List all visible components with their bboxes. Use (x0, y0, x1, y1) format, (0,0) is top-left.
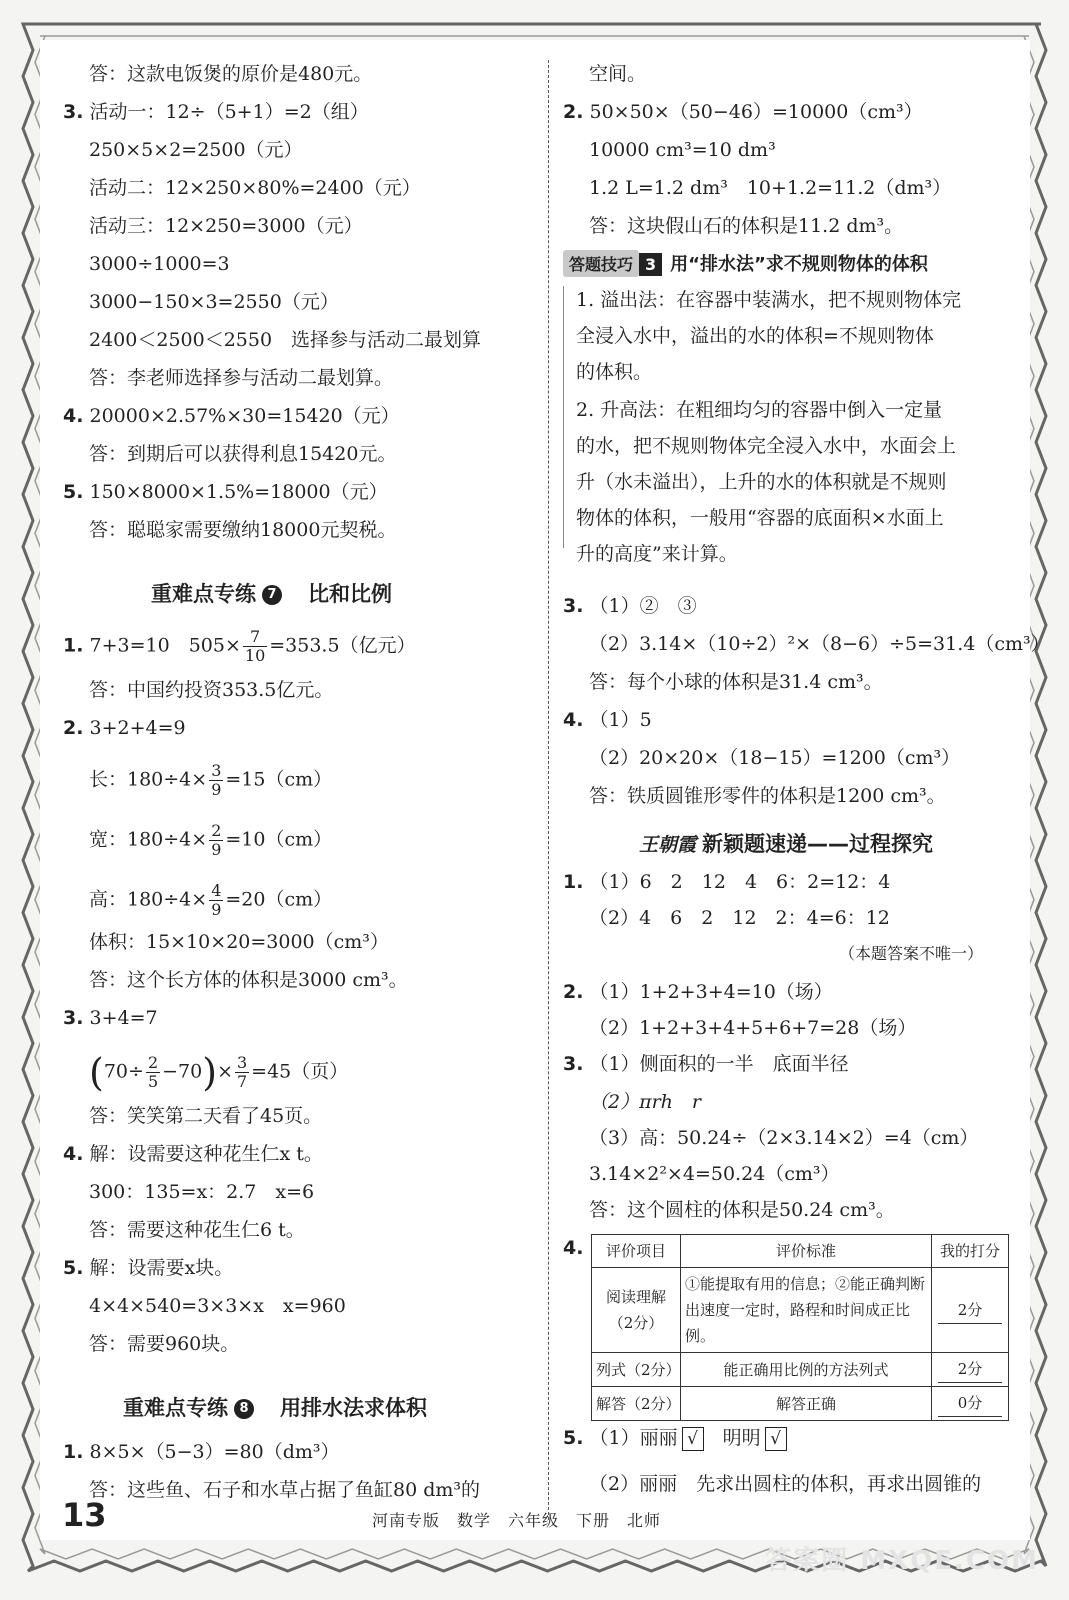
tip-box (563, 286, 1014, 565)
q-number: 2. (63, 717, 84, 739)
q3 (563, 594, 697, 618)
section-topic: 新颖题速递——过程探究 (702, 832, 934, 856)
header-cell: 评价标准 (681, 1235, 932, 1268)
score-cell (932, 1268, 1009, 1353)
section-number-badge: 7 (262, 585, 282, 605)
q3-answer: 答：李老师选择参与活动二最划算。 (89, 367, 394, 389)
answer-line: 答：这款电饭煲的原价是480元。 (89, 63, 373, 85)
result: =45（页） (251, 1060, 349, 1083)
continued-line: 空间。 (589, 63, 647, 85)
paren-open: ( (89, 1050, 104, 1095)
r1-answer: 答：这些鱼、石子和水草占据了鱼缸80 dm³的 (89, 1479, 481, 1501)
p1-answer: 答：中国约投资353.5亿元。 (89, 679, 334, 701)
expr: 长：180÷4× (89, 768, 208, 791)
p5-line: 4×4×540=3×3×x x=960 (89, 1295, 346, 1317)
p3-answer: 答：笑笑第二天看了45页。 (89, 1105, 323, 1127)
section-label: 重难点专练 (123, 1396, 228, 1420)
p5-answer: 答：需要960块。 (89, 1333, 240, 1355)
r1-text: 8×5×（5−3）=80（dm³） (89, 1441, 340, 1463)
score-cell (932, 1353, 1009, 1387)
watermark: 答案圈 MXQE.COM (765, 1546, 1039, 1576)
tip-line: 的水，把不规则物体完全浸入水中，水面会上 (576, 435, 957, 457)
q-number: 5. (63, 481, 84, 503)
q2-line-c: 1.2 L=1.2 dm³ 10+1.2=11.2（dm³） (589, 177, 952, 199)
numerator: 7 (243, 628, 267, 647)
note: （本题答案不唯一） (839, 944, 984, 963)
q-number: 4. (563, 709, 584, 731)
q-number: 1. (563, 871, 584, 893)
evaluation-table (591, 1234, 1009, 1421)
q4 (563, 708, 652, 732)
tip-line: 的体积。 (576, 361, 653, 383)
tip-line: 2. 升高法：在粗细均匀的容器中倒入一定量 (576, 399, 943, 421)
n5 (563, 1426, 787, 1451)
p2-answer: 答：这个长方体的体积是3000 cm³。 (89, 969, 408, 991)
table-row (592, 1353, 1009, 1387)
q-number: 5. (563, 1427, 584, 1449)
n3-line-a: （1）侧面积的一半 底面半径 (589, 1053, 849, 1075)
q3-line-a: 活动一：12÷（5+1）=2（组） (89, 101, 369, 123)
checkbox-checked: √ (682, 1427, 704, 1451)
section-label: 重难点专练 (151, 582, 256, 606)
checkbox-checked: √ (765, 1427, 787, 1451)
n5-option: 明明 (722, 1427, 761, 1449)
p2-text: 3+2+4=9 (89, 717, 186, 739)
times: × (217, 1060, 233, 1083)
p4-answer: 答：需要这种花生仁6 t。 (89, 1219, 305, 1241)
p5 (63, 1256, 233, 1280)
q-number: 4. (63, 405, 84, 427)
section-topic: 比和比例 (308, 582, 392, 606)
n2 (563, 980, 833, 1004)
tip-tag: 答题技巧 (563, 250, 639, 277)
table-row (592, 1387, 1009, 1421)
score: 2分 (938, 1356, 1002, 1383)
p4-line: 300：135=x：2.7 x=6 (89, 1181, 315, 1203)
q3-line-c: 活动二：12×250×80%=2400（元） (89, 177, 421, 199)
q3 (63, 100, 369, 124)
p3-expr (89, 1050, 349, 1095)
q-number: 3. (563, 1053, 584, 1075)
q3-line-a: （1）② ③ (589, 595, 697, 617)
q3-line-f: 3000−150×3=2550（元） (89, 291, 339, 313)
n3-line-c: （3）高：50.24÷（2×3.14×2）=4（cm） (589, 1127, 979, 1149)
denominator: 7 (236, 1072, 248, 1091)
brand-logo-text: 王朝霞 (639, 834, 697, 856)
p2-volume: 体积：15×10×20=3000（cm³） (89, 931, 389, 953)
q5-line-a: 150×8000×1.5%=18000（元） (89, 481, 388, 503)
p1-result: =353.5（亿元） (269, 634, 416, 657)
q-number: 3. (563, 595, 584, 617)
score: 2分 (938, 1297, 1002, 1324)
p1-text: 7+3=10 505× (89, 634, 241, 657)
result: =10（cm） (225, 828, 333, 851)
denominator: 9 (211, 900, 222, 919)
q2-line-b: 10000 cm³=10 dm³ (589, 139, 776, 161)
q-number: 1. (63, 634, 84, 657)
numerator: 3 (236, 1053, 248, 1072)
item-cell: 阅读理解（2分） (592, 1268, 681, 1353)
fraction (235, 1054, 249, 1091)
n3-line-b: （2）πrh r (589, 1091, 701, 1113)
standard-cell: 解答正确 (681, 1387, 932, 1421)
n1 (563, 870, 890, 894)
tip-number: 3 (639, 253, 662, 276)
new-section-title (639, 828, 933, 858)
expr: 70÷ (103, 1060, 144, 1083)
table-header-row (592, 1235, 1009, 1268)
q4-answer: 答：到期后可以获得利息15420元。 (89, 443, 397, 465)
numerator: 2 (147, 1053, 159, 1072)
expr: −70 (162, 1060, 203, 1083)
score: 0分 (938, 1390, 1002, 1417)
q4-answer: 答：铁质圆锥形零件的体积是1200 cm³。 (589, 785, 946, 807)
q3-line-e: 3000÷1000=3 (89, 253, 230, 275)
section-number-badge: 8 (234, 1399, 254, 1419)
q-number: 1. (63, 1441, 84, 1463)
p2-height (89, 882, 332, 919)
item-cell: 解答（2分） (592, 1387, 681, 1421)
tip-line: 物体的体积，一般用“容器的底面积×水面上 (576, 507, 944, 529)
tip-line: 1. 溢出法：在容器中装满水，把不规则物体完 (576, 289, 962, 311)
q3-line-b: 250×5×2=2500（元） (89, 139, 303, 161)
tip-line: 全浸入水中，溢出的水的体积=不规则物体 (576, 325, 934, 347)
paren-close: ) (202, 1050, 218, 1095)
section-title-8 (123, 1392, 427, 1422)
expr: 高：180÷4× (89, 888, 208, 911)
tip-line: 升（水未溢出），上升的水的体积就是不规则 (576, 471, 947, 493)
q3-line-g: 2400＜2500＜2550 选择参与活动二最划算 (89, 329, 482, 351)
q2 (563, 100, 923, 124)
page-number: 13 (62, 1496, 107, 1534)
footer-info: 河南专版 数学 六年级 下册 北师 (372, 1511, 662, 1530)
n3-answer: 答：这个圆柱的体积是50.24 cm³。 (589, 1199, 895, 1221)
n2-line-b: （2）1+2+3+4+5+6+7=28（场） (589, 1017, 917, 1039)
denominator: 9 (211, 780, 222, 799)
r1 (63, 1440, 340, 1464)
n1-line-b: （2）4 6 2 12 2：4=6：12 (589, 907, 890, 929)
n5-option: （1）丽丽 (589, 1427, 678, 1449)
q-number: 4. (563, 1237, 584, 1259)
p2-width (89, 822, 332, 859)
result: =15（cm） (225, 768, 333, 791)
n3 (563, 1052, 849, 1076)
q-number: 4. (63, 1143, 84, 1165)
result: =20（cm） (225, 888, 333, 911)
fraction (243, 628, 267, 665)
q-number: 2. (563, 101, 584, 123)
q-number: 2. (563, 981, 584, 1003)
standard-cell: ①能提取有用的信息；②能正确判断出速度一定时，路程和时间成正比例。 (681, 1268, 932, 1353)
q4-line-a: （1）5 (589, 709, 652, 731)
numerator: 4 (211, 881, 222, 900)
n4 (563, 1236, 583, 1260)
p1 (63, 628, 416, 665)
header-cell: 我的打分 (932, 1235, 1009, 1268)
n2-line-a: （1）1+2+3+4=10（场） (589, 981, 833, 1003)
p5-text: 解：设需要x块。 (89, 1257, 234, 1279)
n3-line-d: 3.14×2²×4=50.24（cm³） (589, 1163, 840, 1185)
fraction (209, 762, 223, 799)
q4 (63, 404, 400, 428)
numerator: 2 (211, 821, 222, 840)
denominator: 5 (147, 1072, 159, 1091)
p3-text: 3+4=7 (89, 1007, 158, 1029)
expr: 宽：180÷4× (89, 828, 208, 851)
q3-line-d: 活动三：12×250=3000（元） (89, 215, 363, 237)
score-cell (932, 1387, 1009, 1421)
tip-line: 升的高度”来计算。 (576, 543, 738, 565)
n1-line-a: （1）6 2 12 4 6：2=12：4 (589, 871, 891, 893)
q3-line-b: （2）3.14×（10÷2）²×（8−6）÷5=31.4（cm³） (589, 633, 1050, 655)
header-cell: 评价项目 (592, 1235, 681, 1268)
q4-line-a: 20000×2.57%×30=15420（元） (89, 405, 400, 427)
tip-header (563, 250, 928, 277)
section-topic: 用排水法求体积 (280, 1396, 427, 1420)
q3-answer: 答：每个小球的体积是31.4 cm³。 (589, 671, 883, 693)
q4-line-b: （2）20×20×（18−15）=1200（cm³） (589, 747, 961, 769)
q5 (63, 480, 388, 504)
section-title-7 (151, 578, 392, 608)
p2-length (89, 762, 332, 799)
fraction (146, 1054, 160, 1091)
q-number: 3. (63, 1007, 84, 1029)
standard-cell: 能正确用比例的方法列式 (681, 1353, 932, 1387)
q2-answer: 答：这块假山石的体积是11.2 dm³。 (589, 215, 904, 237)
p4-text: 解：设需要这种花生仁x t。 (89, 1143, 323, 1165)
p2 (63, 716, 186, 740)
q-number: 3. (63, 101, 84, 123)
numerator: 3 (211, 761, 222, 780)
n5-line-b: （2）丽丽 先求出圆柱的体积，再求出圆锥的 (589, 1473, 982, 1495)
item-cell: 列式（2分） (592, 1353, 681, 1387)
column-divider (548, 60, 549, 1520)
tip-title: 用“排水法”求不规则物体的体积 (670, 254, 928, 275)
p4 (63, 1142, 323, 1166)
denominator: 9 (211, 840, 222, 859)
table-row (592, 1268, 1009, 1353)
fraction (209, 882, 223, 919)
q-number: 5. (63, 1257, 84, 1279)
q5-answer: 答：聪聪家需要缴纳18000元契税。 (89, 519, 397, 541)
p3 (63, 1006, 158, 1030)
fraction (209, 822, 223, 859)
q2-line-a: 50×50×（50−46）=10000（cm³） (589, 101, 923, 123)
denominator: 10 (244, 646, 266, 665)
